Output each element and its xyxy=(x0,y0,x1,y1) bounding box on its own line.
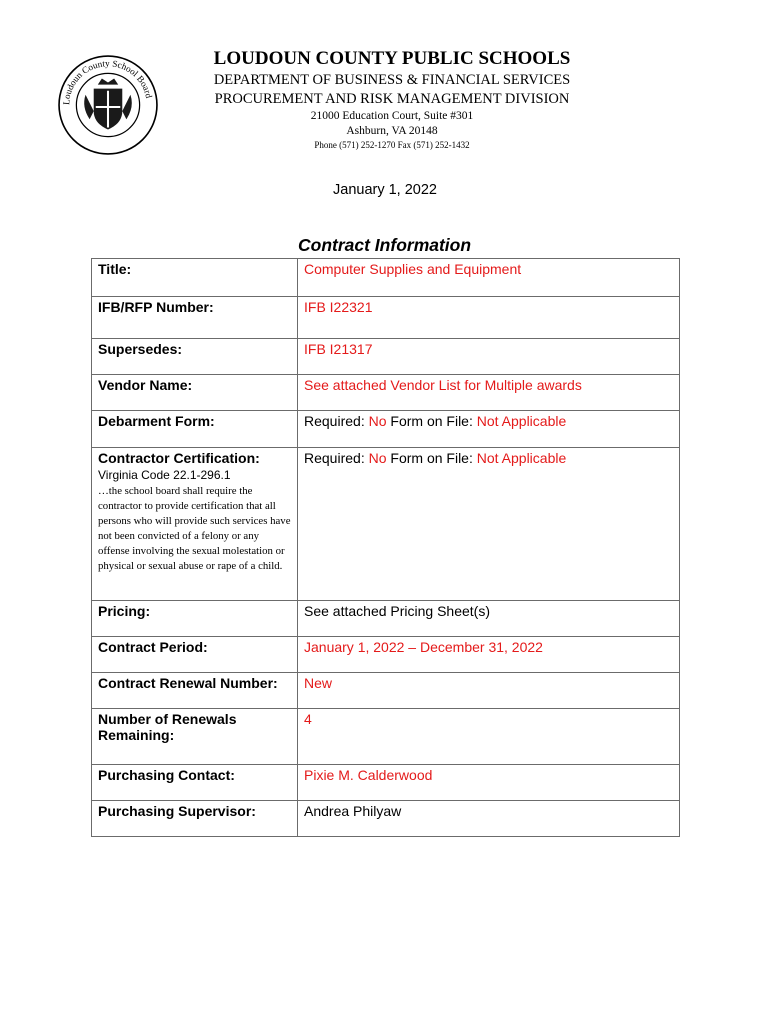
table-row xyxy=(92,448,680,601)
row-label: IFB/RFP Number: xyxy=(92,297,298,339)
row-label: Contract Renewal Number: xyxy=(92,673,298,709)
table-row xyxy=(92,375,680,411)
row-value: IFB I22321 xyxy=(298,297,680,339)
row-label: Purchasing Contact: xyxy=(92,765,298,801)
phone-fax: Phone (571) 252-1270 Fax (571) 252-1432 xyxy=(314,140,470,150)
address-line-1: 21000 Education Court, Suite #301 xyxy=(310,110,474,122)
address-line-2: Ashburn, VA 20148 xyxy=(346,125,438,137)
row-label: Contract Period: xyxy=(92,637,298,673)
row-value: 4 xyxy=(298,709,680,765)
table-row xyxy=(92,339,680,375)
on-file-label: Form on File: xyxy=(386,450,477,466)
row-value xyxy=(298,448,680,601)
table-row xyxy=(92,709,680,765)
row-label: Title: xyxy=(92,259,298,297)
contract-info-table xyxy=(91,258,680,837)
row-value: Computer Supplies and Equipment xyxy=(298,259,680,297)
row-value: Andrea Philyaw xyxy=(298,801,680,837)
table-row xyxy=(92,601,680,637)
document-date: January 1, 2022 xyxy=(333,182,437,198)
required-value: No xyxy=(368,450,387,466)
table-row xyxy=(92,801,680,837)
row-value: New xyxy=(298,673,680,709)
on-file-value: Not Applicable xyxy=(476,450,567,466)
row-value xyxy=(298,411,680,448)
section-title: Contract Information xyxy=(298,235,472,255)
row-value: IFB I21317 xyxy=(298,339,680,375)
row-value: See attached Pricing Sheet(s) xyxy=(298,601,680,637)
division-name: PROCUREMENT AND RISK MANAGEMENT DIVISION xyxy=(214,91,570,107)
row-label: Pricing: xyxy=(92,601,298,637)
required-label: Required: xyxy=(304,413,369,429)
required-label: Required: xyxy=(304,450,369,466)
row-label: Number of Renewals Remaining: xyxy=(92,709,298,765)
table-row xyxy=(92,411,680,448)
seal-text: Loudoun County School Board xyxy=(61,58,155,106)
certification-text: …the school board shall require the contractor to provide certification that all persons who will provide such services have not been convicted of a felony or any offense involving the sexual molestation or physical or sexual abuse or rape of a child. xyxy=(98,485,291,572)
row-value: January 1, 2022 – December 31, 2022 xyxy=(298,637,680,673)
contractor-cert-label: Contractor Certification: xyxy=(98,450,260,466)
row-label: Supersedes: xyxy=(92,339,298,375)
row-value: Pixie M. Calderwood xyxy=(298,765,680,801)
row-label xyxy=(92,448,298,601)
virginia-code: Virginia Code 22.1-296.1 xyxy=(98,468,231,482)
row-value: See attached Vendor List for Multiple awards xyxy=(298,375,680,411)
required-value: No xyxy=(368,413,387,429)
table-row xyxy=(92,637,680,673)
row-label: Debarment Form: xyxy=(92,411,298,448)
table-row xyxy=(92,673,680,709)
on-file-label: Form on File: xyxy=(386,413,477,429)
on-file-value: Not Applicable xyxy=(476,413,567,429)
department-name: DEPARTMENT OF BUSINESS & FINANCIAL SERVICES xyxy=(213,72,571,88)
row-label: Vendor Name: xyxy=(92,375,298,411)
table-row xyxy=(92,259,680,297)
org-name: LOUDOUN COUNTY PUBLIC SCHOOLS xyxy=(213,48,571,69)
table-row xyxy=(92,297,680,339)
table-row xyxy=(92,765,680,801)
row-label: Purchasing Supervisor: xyxy=(92,801,298,837)
county-seal-icon xyxy=(57,54,159,156)
